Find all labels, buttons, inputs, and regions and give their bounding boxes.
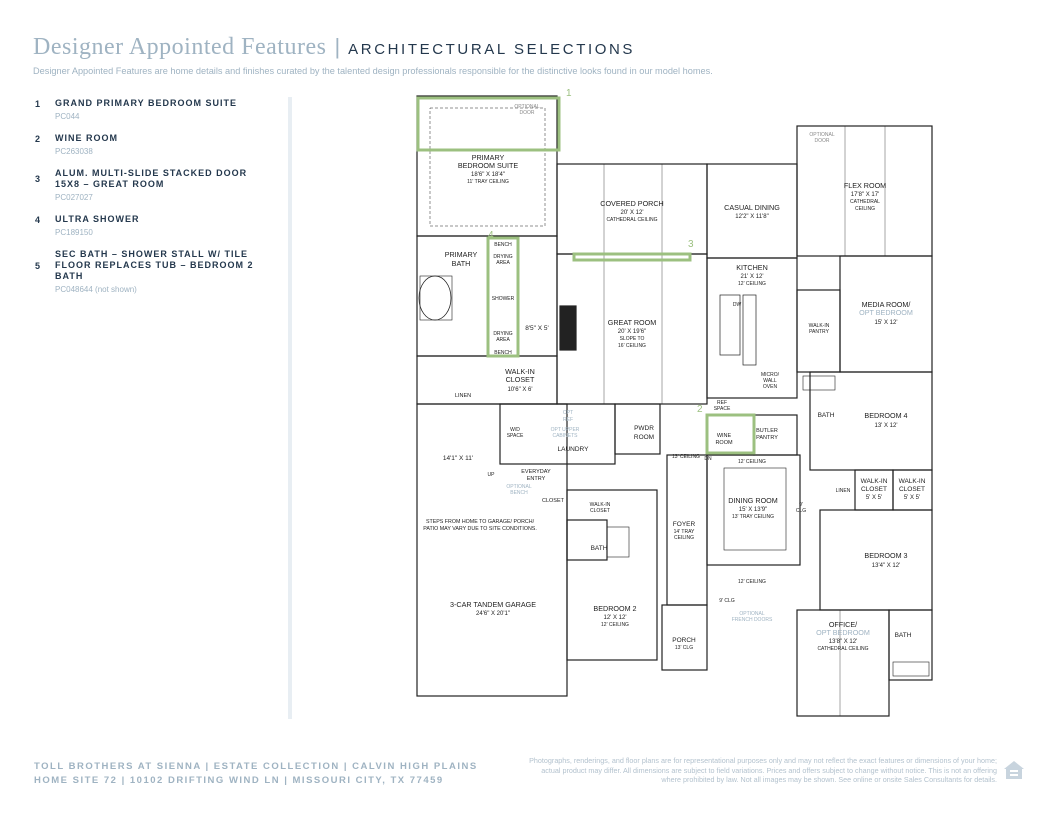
walk-in-closet-name: CLOSET <box>505 375 535 384</box>
optional-door-label: OPTIONAL <box>809 132 835 138</box>
foyer-note: CEILING <box>673 535 695 541</box>
room-labels <box>423 104 926 652</box>
feature-item <box>35 214 275 237</box>
feature-number: 5 <box>35 261 41 271</box>
bedroom3-name: BEDROOM 3 <box>864 551 908 560</box>
primary-bedroom-name: PRIMARY <box>471 153 505 162</box>
bench-label: BENCH <box>494 242 512 248</box>
feature-code: PC027027 <box>55 193 93 202</box>
optional-bench-label: BENCH <box>510 490 528 496</box>
callout-4: 4 <box>488 230 494 241</box>
micro-wall-oven-label: OVEN <box>762 384 778 390</box>
casual-dining-name: CASUAL DINING <box>724 203 780 212</box>
covered-porch-dim: 20' X 12' <box>620 210 644 216</box>
ceiling-label: 9' <box>799 502 803 508</box>
optional-door-label: DOOR <box>519 110 535 116</box>
feature-name: ULTRA SHOWER <box>55 214 140 224</box>
feature-item <box>35 133 275 156</box>
closet-dim: 8'5" X 5' <box>525 325 549 332</box>
equal-housing-icon <box>1002 758 1026 782</box>
walk-in-closet-dim: 5' X 5' <box>865 495 883 501</box>
primary-bedroom-dim: 18'6" X 18'4" <box>471 172 505 178</box>
dn-label: DN <box>704 456 712 462</box>
shower-label: SHOWER <box>491 296 515 302</box>
feature-name: SEC BATH – SHOWER STALL W/ TILE FLOOR REPLACES TUB – BEDROOM 2 BATH <box>55 249 254 281</box>
primary-bedroom-name: BEDROOM SUITE <box>457 161 519 170</box>
bedroom4-dim: 13' X 12' <box>874 423 898 429</box>
drying-area-label: DRYING <box>493 254 513 260</box>
linen-label: LINEN <box>454 393 472 399</box>
bench-label: BENCH <box>494 350 512 356</box>
feature-name: WINE ROOM <box>55 133 118 143</box>
great-room-note: 16' CEILING <box>618 343 646 349</box>
feature-number: 4 <box>35 215 41 225</box>
walk-in-closet-label: WALK-IN <box>860 478 888 485</box>
flex-room-note: CATHEDRAL <box>850 199 880 205</box>
powder-room-label: ROOM <box>633 434 655 441</box>
up-label: UP <box>487 472 495 478</box>
covered-porch-note: CATHEDRAL CEILING <box>606 217 658 223</box>
page-subtitle: Designer Appointed Features are home details and finishes curated by the talented design professionals responsible for the distinctive looks found in our model homes. <box>33 66 713 76</box>
feature-code: PC189150 <box>55 228 93 237</box>
dining-room-name: DINING ROOM <box>728 496 778 505</box>
walk-in-pantry-label: WALK-IN <box>808 323 830 329</box>
butler-pantry-label: BUTLER <box>756 428 778 434</box>
optional-door-label: DOOR <box>814 138 830 144</box>
optional-door-label: OPTIONAL <box>514 104 540 110</box>
kitchen-name: KITCHEN <box>736 263 768 272</box>
ceiling-label: 12' CEILING <box>738 459 766 465</box>
dining-room-note: 13' TRAY CEILING <box>731 514 775 520</box>
drying-area-label: AREA <box>496 260 510 266</box>
dw-label: DW <box>732 302 742 308</box>
feature-code: PC044 <box>55 112 80 121</box>
linen-label: LINEN <box>835 488 851 494</box>
media-room-name: OPT BEDROOM <box>859 308 913 317</box>
walk-in-closet-label: CLOSET <box>860 486 888 493</box>
walk-in-closet-label: CLOSET <box>589 508 611 514</box>
feature-item <box>35 98 275 121</box>
ceiling-label: 9' CLG <box>719 598 735 604</box>
feature-item <box>35 168 275 202</box>
closet-label: CLOSET <box>541 498 565 504</box>
homesite-line: HOME SITE 72 | 10102 DRIFTING WIND LN | MISSOURI CITY, TX 77459 <box>34 775 444 786</box>
callout-2: 2 <box>697 404 703 415</box>
wd-space-label: SPACE <box>506 433 524 439</box>
porch-name: PORCH <box>672 637 696 644</box>
optional-french-doors-label: OPTIONAL <box>739 611 765 617</box>
walk-in-closet-label: CLOSET <box>898 486 926 493</box>
walk-in-closet-label: WALK-IN <box>898 478 926 485</box>
bedroom2-note: 12' CEILING <box>601 622 629 628</box>
bedroom2-name: BEDROOM 2 <box>593 604 637 613</box>
opt-ref-label: REF <box>563 417 573 423</box>
bath-label: BATH <box>894 632 912 639</box>
wd-space-label: W/D <box>510 427 520 433</box>
opt-upper-cabinets-label: CABINETS <box>552 433 578 439</box>
ceiling-label: 13' CEILING <box>672 454 700 460</box>
opt-upper-cabinets-label: OPT UPPER <box>550 427 580 433</box>
ceiling-label: CLG <box>795 508 807 514</box>
micro-wall-oven-label: WALL <box>763 378 777 384</box>
great-room-dim: 20' X 19'6" <box>617 329 647 335</box>
foyer-name: FOYER <box>672 521 696 528</box>
bath-label: BATH <box>817 412 835 419</box>
feature-name: ALUM. MULTI-SLIDE STACKED DOOR 15X8 – GREAT ROOM <box>55 168 248 189</box>
laundry-label: LAUNDRY <box>557 446 589 453</box>
great-room-name: GREAT ROOM <box>607 318 657 327</box>
walk-in-closet-dim: 5' X 5' <box>903 495 921 501</box>
page-title <box>33 34 635 61</box>
flex-room-name: FLEX ROOM <box>843 181 887 190</box>
wine-room-label: WINE <box>716 433 732 439</box>
ref-space-label: SPACE <box>713 406 731 412</box>
opt-ref-label: OPT <box>562 410 574 416</box>
office-name: OFFICE/ <box>828 620 858 629</box>
feature-name: GRAND PRIMARY BEDROOM SUITE <box>55 98 238 108</box>
kitchen-dim: 21' X 12' <box>740 274 764 280</box>
walk-in-closet-name: WALK-IN <box>505 367 535 376</box>
flex-room-note: CEILING <box>854 206 876 212</box>
callout-3: 3 <box>688 239 694 250</box>
porch-note: 13' CLG <box>674 645 694 651</box>
primary-bath-name: PRIMARY <box>444 250 478 259</box>
highlight-boxes <box>418 98 754 453</box>
callout-1: 1 <box>566 88 572 99</box>
garage-name: 3-CAR TANDEM GARAGE <box>450 600 536 609</box>
walk-in-closet-dim: 10'6" X 6' <box>507 387 533 393</box>
feature-code: PC263038 <box>55 147 93 156</box>
optional-bench-label: OPTIONAL <box>506 484 532 490</box>
great-room-note: SLOPE TO <box>619 336 645 342</box>
feature-number: 2 <box>35 134 41 144</box>
ceiling-label: 12' CEILING <box>738 579 766 585</box>
optional-french-doors-label: FRENCH DOORS <box>731 617 773 623</box>
foyer-note: 14' TRAY <box>673 529 695 535</box>
feature-item <box>35 249 275 294</box>
drying-area-label: DRYING <box>493 331 513 337</box>
callout-numbers <box>488 88 703 415</box>
casual-dining-dim: 12'2" X 11'8" <box>735 214 769 220</box>
everyday-entry-label: EVERYDAY <box>521 469 551 475</box>
feature-list <box>35 98 275 306</box>
bedroom2-dim: 12' X 12' <box>603 615 627 621</box>
feature-code: PC048644 (not shown) <box>55 285 137 294</box>
community-line: TOLL BROTHERS AT SIENNA | ESTATE COLLECTION | CALVIN HIGH PLAINS <box>34 761 478 772</box>
kitchen-note: 12' CEILING <box>738 281 766 287</box>
micro-wall-oven-label: MICRO/ <box>760 372 780 378</box>
floor-plan <box>405 88 945 720</box>
butler-pantry-label: PANTRY <box>756 435 778 441</box>
media-room-name: MEDIA ROOM/ <box>861 300 911 309</box>
wine-room-label: ROOM <box>715 440 733 446</box>
everyday-entry-label: ENTRY <box>526 476 546 482</box>
office-name: OPT BEDROOM <box>816 628 870 637</box>
walk-in-pantry-label: PANTRY <box>809 329 829 335</box>
covered-porch-name: COVERED PORCH <box>600 199 664 208</box>
feature-number: 1 <box>35 99 41 109</box>
disclaimer: Photographs, renderings, and floor plans are for representational purposes only and may not reflect the exact features or dimensions of your home; actual product may differ. All dimensions are subject to field variations. Prices and offers subject to change without notice. This is not an offering where prohibited by law. Not all images may be shown. See online or onsite Sales Consultants for details. <box>529 756 997 784</box>
office-note: CATHEDRAL CEILING <box>817 646 869 652</box>
dining-room-dim: 15' X 13'9" <box>738 507 768 513</box>
column-divider <box>288 97 292 719</box>
primary-bedroom-note: 11' TRAY CEILING <box>467 179 509 185</box>
garage-dim: 24'6" X 20'1" <box>476 611 510 617</box>
feature-number: 3 <box>35 174 41 184</box>
steps-note: PATIO MAY VARY DUE TO SITE CONDITIONS. <box>423 526 537 532</box>
flex-room-dim: 17'8" X 17' <box>850 192 880 198</box>
title-sub: ARCHITECTURAL SELECTIONS <box>348 41 636 58</box>
walk-in-closet-label: WALK-IN <box>589 502 611 508</box>
drying-area-label: AREA <box>496 337 510 343</box>
primary-bath-name: BATH <box>451 259 471 268</box>
title-main: Designer Appointed Features <box>33 34 327 60</box>
ref-space-label: REF <box>717 400 727 406</box>
bath-label: BATH <box>590 545 608 552</box>
garage-extra-dim: 14'1" X 11' <box>442 455 474 462</box>
media-room-dim: 15' X 12' <box>874 320 898 326</box>
community-info <box>34 760 478 788</box>
title-separator: | <box>334 34 341 59</box>
powder-room-label: PWDR <box>634 425 654 432</box>
bedroom4-name: BEDROOM 4 <box>864 411 908 420</box>
bedroom3-dim: 13'4" X 12' <box>871 563 901 569</box>
steps-note: STEPS FROM HOME TO GARAGE/ PORCH/ <box>425 519 535 525</box>
office-dim: 13'8" X 12' <box>828 639 858 645</box>
